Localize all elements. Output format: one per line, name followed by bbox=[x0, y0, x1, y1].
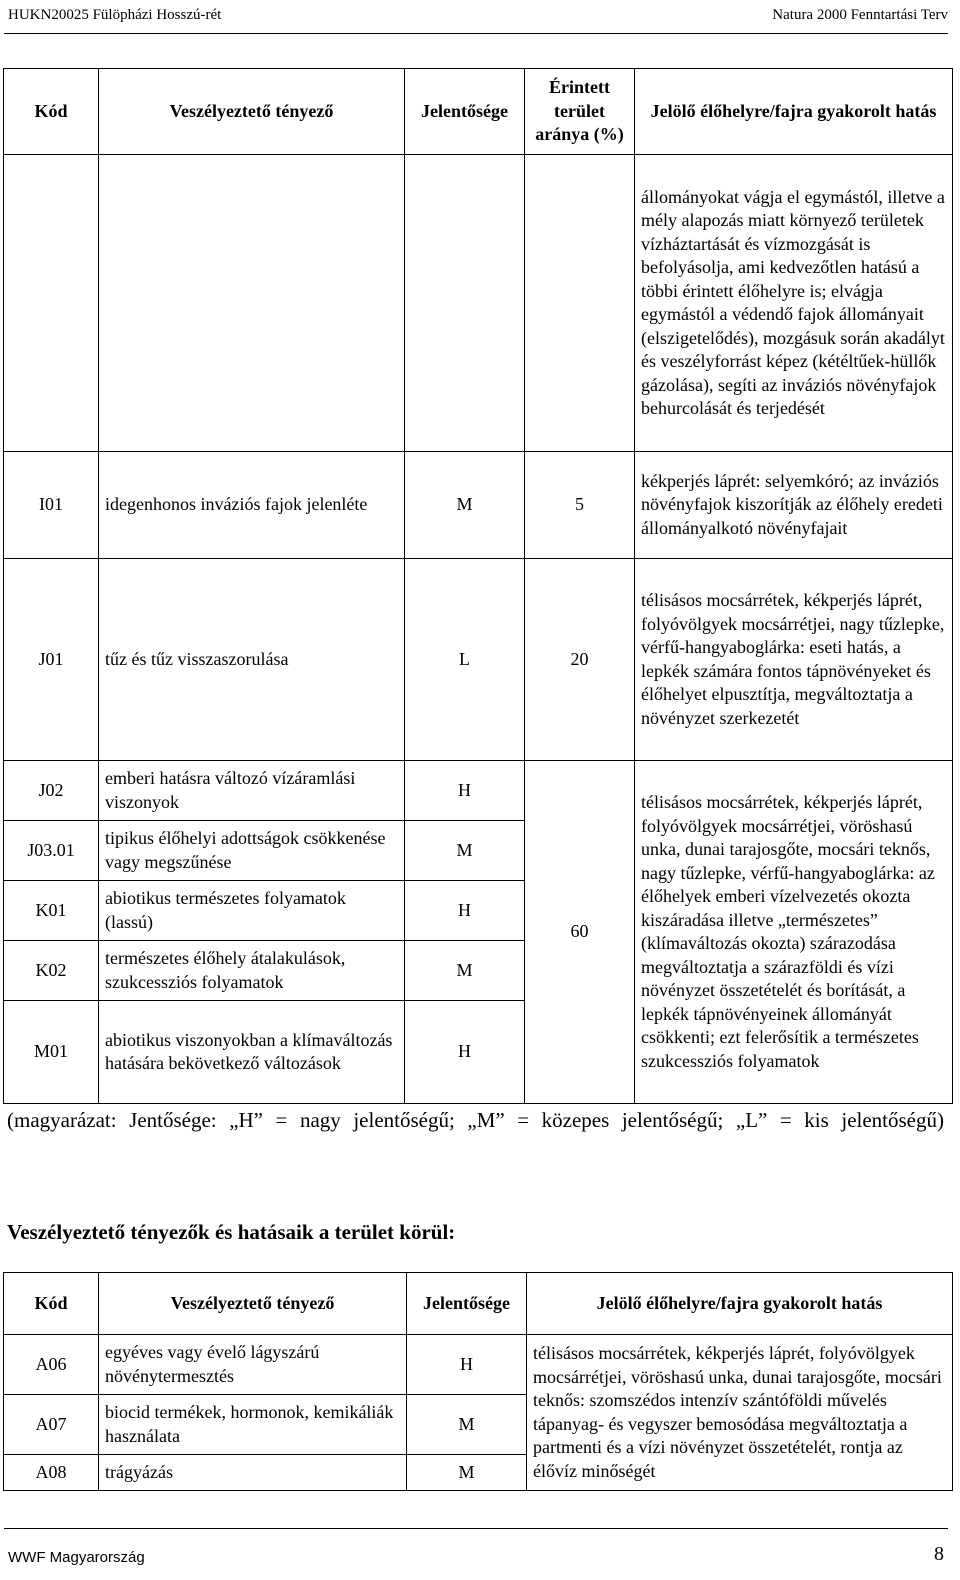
threat-name: abiotikus természetes folyamatok (lassú) bbox=[99, 881, 405, 941]
group-impact: télisásos mocsárrétek, kékperjés láprét, folyóvölgyek mocsárrétjei, vöröshasú unka, dunai tarajosgőte, mocsári teknős, nagy tűzlepke, vérfű-hangyaboglárka: az élőhelyek emberi vízelvezetés okozta kiszáradása illetve „természetes” (klímaváltozás okozta) szárazodása megváltoztatja a szárazföldi és vízi növényzet összetételét és borítását, a lepkék tápnövényeinek állományát csökkenti; ezt felerősítik a természetes szukcessziós folyamatok bbox=[635, 761, 953, 1104]
page-footer bbox=[4, 1528, 948, 1569]
threat-code: M01 bbox=[4, 1001, 99, 1104]
threat-importance: H bbox=[407, 1335, 527, 1395]
threat-name: tűz és tűz visszaszorulása bbox=[99, 559, 405, 761]
group-area-share: 60 bbox=[525, 761, 635, 1104]
threat-code: K01 bbox=[4, 881, 99, 941]
threat-name: abiotikus viszonyokban a klímaváltozás hatására bekövetkező változások bbox=[99, 1001, 405, 1104]
surrounding-impact: télisásos mocsárrétek, kékperjés láprét, folyóvölgyek mocsárrétjei, vöröshasú unka, dunai tarajosgőte, mocsári teknős: szomszédos intenzív szántóföldi művelés tápanyag- és vegyszer bemosódása megváltoztatja a partmenti és a vízi növényzet összetételét, rontja az élővíz minőségét bbox=[527, 1335, 953, 1491]
col-header-code: Kód bbox=[4, 69, 99, 155]
threat-importance: H bbox=[405, 761, 525, 821]
page-header bbox=[4, 0, 948, 34]
threat-name: biocid termékek, hormonok, kemikáliák használata bbox=[99, 1395, 407, 1455]
threat-area-share: 5 bbox=[525, 452, 635, 559]
threat-code: J03.01 bbox=[4, 821, 99, 881]
threat-importance: M bbox=[405, 941, 525, 1001]
threat-importance: M bbox=[407, 1395, 527, 1455]
threat-name: trágyázás bbox=[99, 1455, 407, 1491]
header-doc-id: HUKN20025 Fülöpházi Hosszú-rét bbox=[8, 7, 222, 23]
threat-code: A06 bbox=[4, 1335, 99, 1395]
threat-code: J01 bbox=[4, 559, 99, 761]
col-header-threat: Veszélyeztető tényező bbox=[99, 69, 405, 155]
threat-importance: L bbox=[405, 559, 525, 761]
col-header-threat: Veszélyeztető tényező bbox=[99, 1273, 407, 1335]
page-number: 8 bbox=[934, 1543, 944, 1565]
threat-code: J02 bbox=[4, 761, 99, 821]
threat-code: A08 bbox=[4, 1455, 99, 1491]
col-header-area-share: Érintett terület aránya (%) bbox=[525, 69, 635, 155]
threat-code: K02 bbox=[4, 941, 99, 1001]
section-title: Veszélyeztető tényezők és hatásaik a terület körül: bbox=[7, 1220, 456, 1244]
surrounding-threats-table bbox=[3, 1272, 953, 1491]
threat-name: idegenhonos inváziós fajok jelenléte bbox=[99, 452, 405, 559]
table-row bbox=[4, 452, 953, 559]
col-header-impact: Jelölő élőhelyre/fajra gyakorolt hatás bbox=[527, 1273, 953, 1335]
threats-table-header bbox=[4, 69, 953, 155]
impact-continuation-text: állományokat vágja el egymástól, illetve a mély alapozás miatt környező területek vízháztartását és vízmozgását is befolyásolja, ami kedvezőtlen hatású a többi érintett élőhelyre is; elvágja egymástól a védendő fajok állományait (elszigetelődés), mozgásuk során akadályt és veszélyforrást képez (kétéltűek-hüllők gázolása), segíti az inváziós növényfajok behurcolását és terjedését bbox=[635, 155, 953, 452]
threat-name: egyéves vagy évelő lágyszárú növénytermesztés bbox=[99, 1335, 407, 1395]
threat-area-share: 20 bbox=[525, 559, 635, 761]
threat-name: természetes élőhely átalakulások, szukcessziós folyamatok bbox=[99, 941, 405, 1001]
threat-importance: H bbox=[405, 881, 525, 941]
surrounding-table-header bbox=[4, 1273, 953, 1335]
threat-name: emberi hatásra változó vízáramlási viszonyok bbox=[99, 761, 405, 821]
table-row bbox=[4, 559, 953, 761]
col-header-importance: Jelentősége bbox=[407, 1273, 527, 1335]
col-header-impact: Jelölő élőhelyre/fajra gyakorolt hatás bbox=[635, 69, 953, 155]
threat-code: A07 bbox=[4, 1395, 99, 1455]
threat-name: tipikus élőhelyi adottságok csökkenése vagy megszűnése bbox=[99, 821, 405, 881]
threat-impact: télisásos mocsárrétek, kékperjés láprét, folyóvölgyek mocsárrétjei, nagy tűzlepke, vérfű-hangyaboglárka: eseti hatás, a lepkék számára fontos tápnövényeket és élőhelyet elpusztítja, megváltoztatja a növényzet szerkezetét bbox=[635, 559, 953, 761]
table-row bbox=[4, 761, 953, 821]
footer-organization: WWF Magyarország bbox=[8, 1549, 145, 1566]
table-row bbox=[4, 1335, 953, 1395]
threat-impact: kékperjés láprét: selyemkóró; az inváziós növényfajok kiszorítják az élőhely eredeti állományalkotó növényfajait bbox=[635, 452, 953, 559]
header-doc-type: Natura 2000 Fenntartási Terv bbox=[772, 7, 948, 23]
importance-legend: (magyarázat: Jentősége: „H” = nagy jelentőségű; „M” = közepes jelentőségű; „L” = kis jelentőségű) bbox=[7, 1108, 944, 1132]
threat-importance: M bbox=[405, 821, 525, 881]
table-row-continuation bbox=[4, 155, 953, 452]
col-header-code: Kód bbox=[4, 1273, 99, 1335]
threat-importance: H bbox=[405, 1001, 525, 1104]
threats-table bbox=[3, 68, 953, 1104]
col-header-importance: Jelentősége bbox=[405, 69, 525, 155]
threat-importance: M bbox=[407, 1455, 527, 1491]
threat-code: I01 bbox=[4, 452, 99, 559]
threat-importance: M bbox=[405, 452, 525, 559]
